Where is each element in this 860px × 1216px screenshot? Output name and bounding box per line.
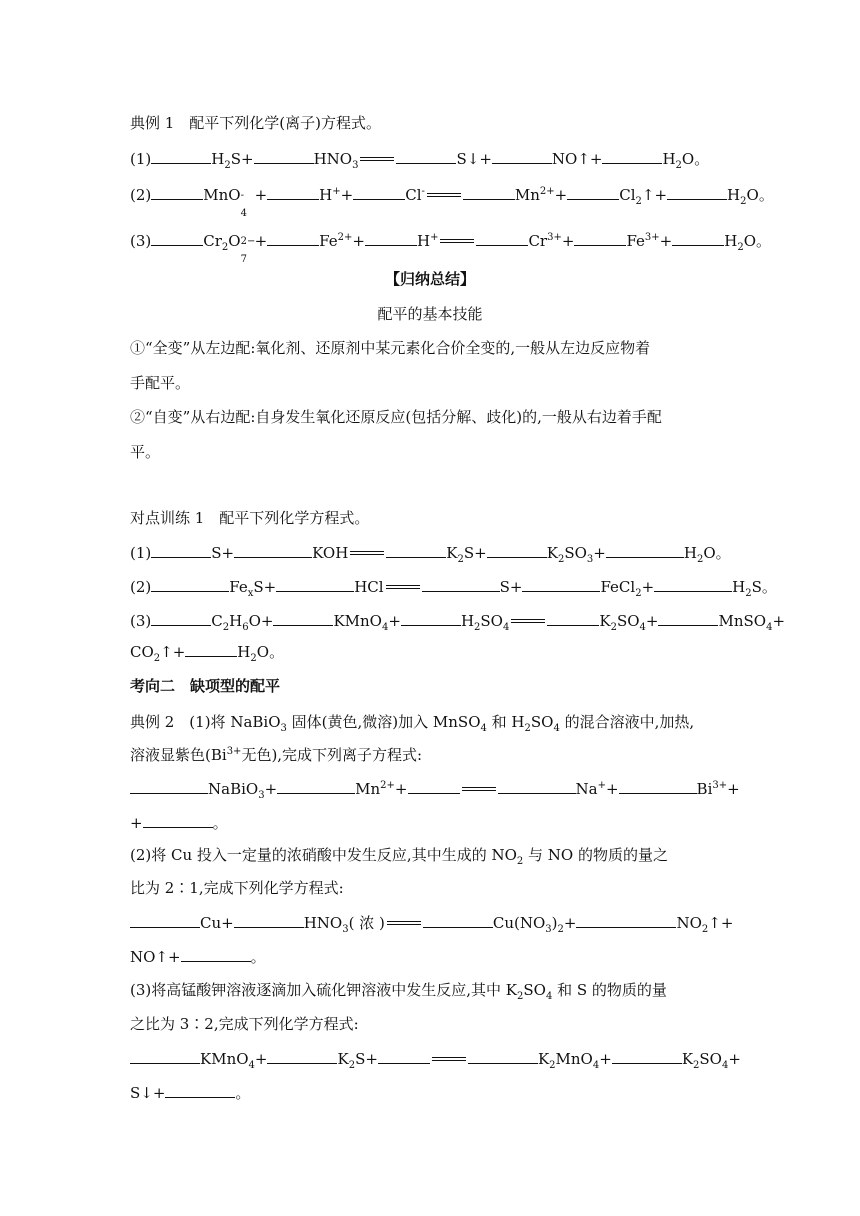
example-1-equation-1: (1) $H_2S+ HNO_3$ S↓+ NO↑+ $H_2O$。	[130, 150, 710, 171]
example-2-equation-3b: S↓+ 。	[130, 1084, 251, 1102]
summary-subheading: 配平的基本技能	[377, 305, 483, 323]
example-2-equation-2a: $Cu+ HNO_3$( 浓 ) $Cu(NO_3)_2+$ $NO_2↑+$	[130, 912, 733, 933]
example-2-paragraph-2a: (2)将 Cu 投入一定量的浓硝酸中发生反应,其中生成的 $NO_2$ 与 NO 的物质的量之	[130, 846, 668, 867]
training-1-title: 对点训练 1 配平下列化学方程式。	[130, 509, 370, 527]
summary-paragraph-2a: ②“自变”从右边配:自身发生氧化还原反应(包括分解、歧化)的,一般从右边着手配	[130, 408, 662, 426]
training-1-equation-3b: $CO_2↑+ H_2O$。	[130, 643, 285, 664]
example-2-paragraph-1a: 典例 2 (1)将 NaBiO$_3$ 固体(黄色,微溶)加入 MnSO$_4$ 和 $H_2SO_4$ 的混合溶液中,加热,	[130, 713, 695, 734]
training-1-equation-2: (2) $Fe_xS+$ HCl S+ FeCl$_2$+ $H_2S$。	[130, 578, 777, 599]
example-2-paragraph-1b: 溶液显紫色($Bi^{3+}$无色),完成下列离子方程式:	[130, 746, 423, 764]
summary-paragraph-2b: 平。	[130, 443, 161, 461]
training-1-equation-1: (1) S+ KOH $K_2S+ K_2SO_3+ H_2O$。	[130, 544, 731, 565]
summary-paragraph-1a: ①“全变”从左边配:氧化剂、还原剂中某元素化合价全变的,一般从左边反应物着	[130, 339, 651, 357]
example-2-equation-1a: NaBiO$_3$+ $Mn^{2+}+ Na^++ Bi^{3+}+$	[130, 778, 740, 799]
example-2-equation-1b: + 。	[130, 814, 228, 832]
training-1-equation-3a: (3) $C_2H_6O+$ KMnO$_4$+ $H_2SO_4$ $K_2SO_4+$ MnSO$_4$+	[130, 612, 786, 633]
example-2-paragraph-3b: 之比为 3∶2,完成下列化学方程式:	[130, 1015, 359, 1033]
example-2-equation-2b: NO↑+ 。	[130, 948, 266, 966]
summary-paragraph-1b: 手配平。	[130, 374, 191, 392]
example-2-equation-3a: KMnO$_4$+ $K_2S+ K_2MnO_4+ K_2SO_4+$	[130, 1048, 741, 1069]
example-1-equation-3: (3) $Cr_2O$ 2− 7 + $Fe^{2+}+ H^+$ $Cr^{3+}+ Fe^{3+}+ H_2O$。	[130, 232, 772, 265]
section-2-title: 考向二 缺项型的配平	[130, 677, 281, 695]
example-2-paragraph-2b: 比为 2∶1,完成下列化学方程式:	[130, 879, 344, 897]
example-1-equation-2: (2) MnO - 4 + H++ Cl- $Mn^{2+}+$ $Cl_2↑+ H_2O$。	[130, 186, 774, 219]
summary-heading: 【归纳总结】	[384, 270, 475, 288]
example-2-paragraph-3a: (3)将高锰酸钾溶液逐滴加入硫化钾溶液中发生反应,其中 $K_2SO_4$ 和 S 的物质的量	[130, 981, 667, 1002]
example-1-title: 典例 1 配平下列化学(离子)方程式。	[130, 114, 382, 132]
